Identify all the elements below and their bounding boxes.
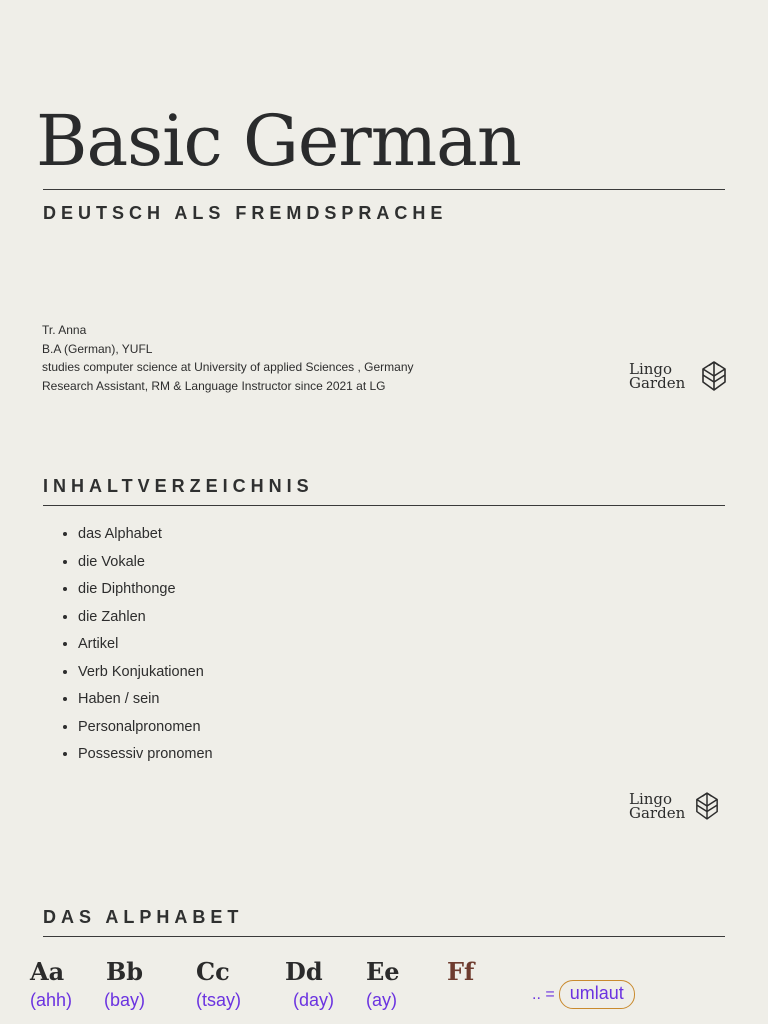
pron-b: (bay) <box>104 990 146 1010</box>
toc-item-haben-sein[interactable]: • Haben / sein <box>78 689 213 717</box>
toc-item-verb-conjugations[interactable]: • Verb Konjukationen <box>78 662 213 690</box>
logo-text-2 <box>629 792 685 820</box>
toc-item-articles[interactable]: • Artikel <box>78 634 213 662</box>
pron-c: (tsay) <box>196 990 241 1010</box>
author-info <box>42 321 414 395</box>
toc-heading: INHALTVERZEICHNIS <box>43 476 314 496</box>
toc-divider <box>43 505 725 506</box>
alphabet-heading: DAS ALPHABET <box>43 907 244 927</box>
logo-2-line-1: Lingo <box>629 790 673 808</box>
author-degree: B.A (German), YUFL <box>42 341 153 356</box>
page-title: Basic German <box>36 100 521 182</box>
toc-item-diphthongs[interactable]: • die Diphthonge <box>78 579 213 607</box>
toc-list <box>60 524 213 772</box>
lingo-garden-logo-2 <box>629 791 719 821</box>
logo-line-2: Garden <box>629 374 686 392</box>
toc-item-numbers[interactable]: • die Zahlen <box>78 607 213 635</box>
pron-a: (ahh) <box>30 990 73 1010</box>
letter-e: Ee <box>366 957 400 986</box>
umlaut-note <box>532 980 635 1009</box>
alphabet-divider <box>43 936 725 937</box>
toc-item-possessive-pronouns[interactable]: • Possessiv pronomen <box>78 744 213 772</box>
pron-e: (ay) <box>366 990 397 1010</box>
toc-item-alphabet[interactable]: • das Alphabet <box>78 524 213 552</box>
leaf-icon <box>701 360 727 392</box>
author-role: Research Assistant, RM & Language Instructor since 2021 at LG <box>42 378 386 393</box>
logo-text <box>629 362 685 390</box>
toc-item-personal-pronouns[interactable]: • Personalpronomen <box>78 717 213 745</box>
logo-line-1: Lingo <box>629 360 673 378</box>
logo-2-line-2: Garden <box>629 804 686 822</box>
author-name: Tr. Anna <box>42 323 87 337</box>
toc-item-vowels[interactable]: • die Vokale <box>78 552 213 580</box>
letter-b: Bb <box>106 957 144 986</box>
umlaut-prefix: .. = <box>532 985 555 1003</box>
letter-c: Cc <box>196 957 230 986</box>
letter-d: Dd <box>285 957 323 986</box>
leaf-icon <box>695 791 719 821</box>
lingo-garden-logo <box>629 360 727 392</box>
page-subtitle: DEUTSCH ALS FREMDSPRACHE <box>43 203 448 223</box>
pron-d: (day) <box>293 990 335 1010</box>
letter-a: Aa <box>30 957 65 986</box>
umlaut-label: umlaut <box>559 980 635 1009</box>
author-studies: studies computer science at University of applied Sciences , Germany <box>42 360 414 374</box>
letter-f: Ff <box>447 957 475 986</box>
title-divider <box>43 189 725 190</box>
